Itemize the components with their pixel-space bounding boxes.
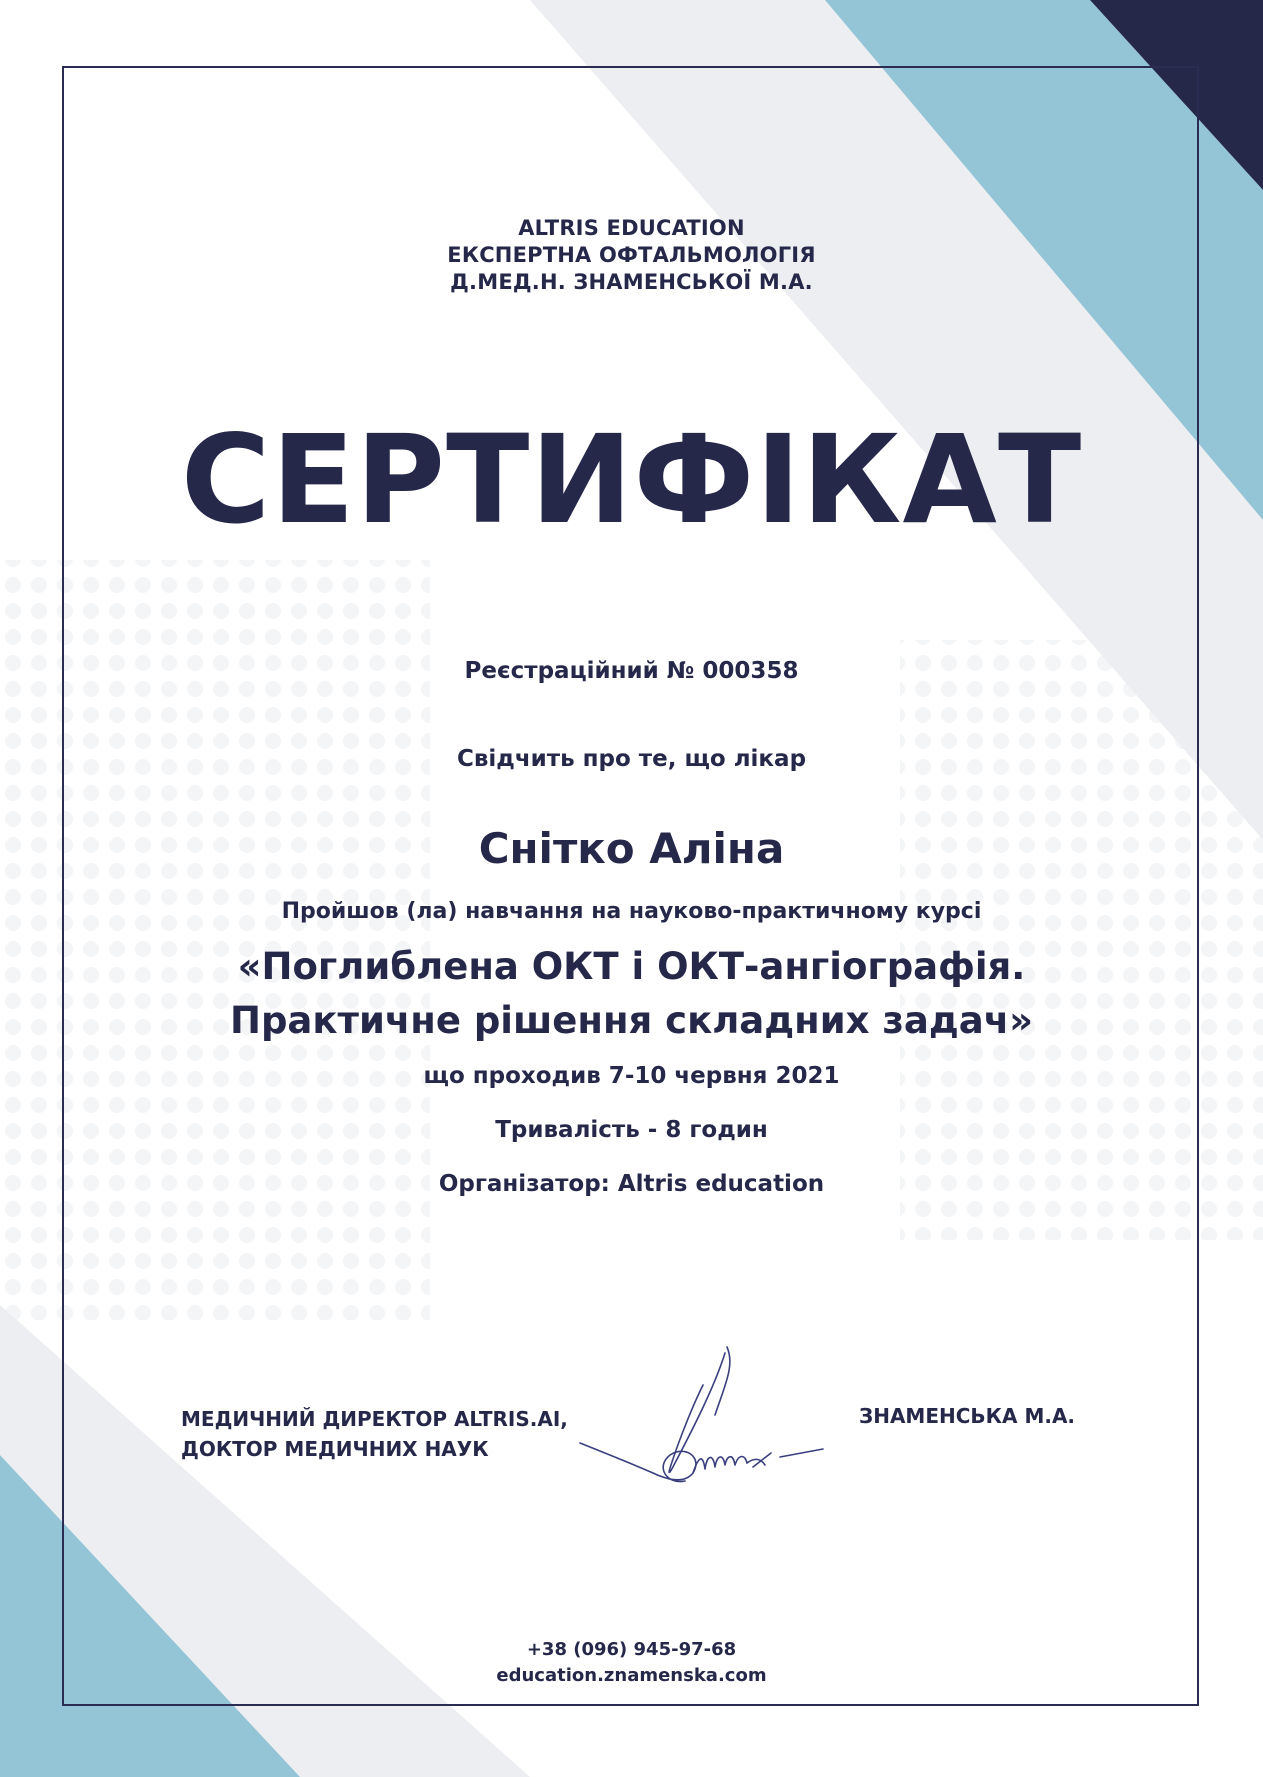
org-line-2: ЕКСПЕРТНА ОФТАЛЬМОЛОГІЯ bbox=[447, 243, 816, 267]
recipient-name: Снітко Аліна bbox=[478, 824, 785, 873]
course-title-line-1: «Поглиблена ОКТ і ОКТ-ангіографія. bbox=[237, 945, 1026, 988]
course-organizer: Організатор: Altris education bbox=[438, 1171, 825, 1197]
org-line-1: ALTRIS EDUCATION bbox=[518, 216, 745, 240]
handwritten-signature bbox=[575, 1345, 845, 1495]
course-title bbox=[0, 940, 1263, 1048]
footer-contacts bbox=[0, 1637, 1263, 1689]
course-duration: Тривалість - 8 годин bbox=[495, 1117, 768, 1143]
signatory-position bbox=[181, 1404, 568, 1464]
signatory-position-line-1: МЕДИЧНИЙ ДИРЕКТОР ALTRIS.AI, bbox=[181, 1407, 568, 1431]
registration-number: Реєстраційний № 000358 bbox=[464, 658, 799, 684]
organization-header bbox=[0, 215, 1263, 296]
certificate-title: СЕРТИФІКАТ bbox=[180, 409, 1083, 551]
signatory-name: ЗНАМЕНСЬКА М.А. bbox=[859, 1404, 1076, 1428]
course-title-line-2: Практичне рішення складних задач» bbox=[229, 999, 1033, 1042]
testifies-text: Свідчить про те, що лікар bbox=[456, 746, 807, 772]
signatory-position-line-2: ДОКТОР МЕДИЧНИХ НАУК bbox=[181, 1437, 489, 1461]
org-line-3: Д.МЕД.Н. ЗНАМЕНСЬКОЇ М.А. bbox=[450, 270, 813, 294]
passed-course-text: Пройшов (ла) навчання на науково-практичному курсі bbox=[281, 899, 982, 924]
footer-phone: +38 (096) 945-97-68 bbox=[526, 1639, 737, 1660]
course-dates: що проходив 7-10 червня 2021 bbox=[423, 1063, 840, 1089]
footer-website: education.znamenska.com bbox=[496, 1665, 767, 1686]
